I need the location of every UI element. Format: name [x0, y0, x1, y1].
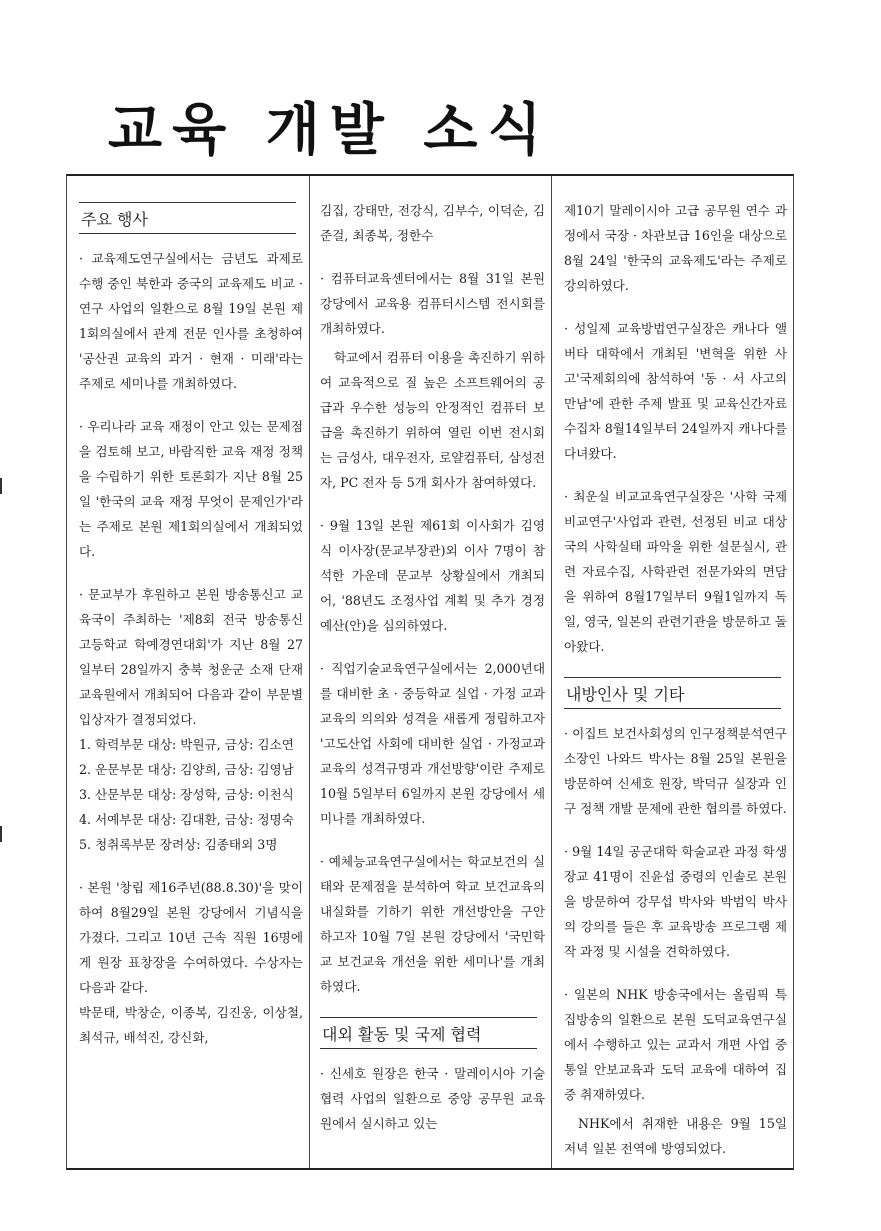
section-heading-international: 대외 활동 및 국제 협력	[320, 1017, 537, 1049]
margin-mark	[0, 826, 2, 842]
paragraph: · 이집트 보건사회성의 인구정책분석연구소장인 나와드 박사는 8월 25일 본원을 방문하여 신세호 원장, 박덕규 실장과 인구 정책 개발 문제에 관한 협의를 하였다.	[564, 726, 787, 816]
paragraph: · 9월 13일 본원 제61회 이사회가 김영식 이사장(문교부장관)외 이사 7명이 참석한 가운데 문교부 상황실에서 개최되어, '88년도 조정사업 계획 및 추가 경정 예산(안)을 심의하였다.	[320, 518, 545, 633]
paragraph: · 본원 '창립 제16주년(88.8.30)'을 맞이하여 8월29일 본원 강당에서 기념식을 가졌다. 그리고 10년 근속 직원 16명에게 원장 표창장을 수여하였다. 수상자는 다음과 같다. 박문태, 박창순, 이종복, 김진웅, 이상철, 최석규, 배석진, 강신화,	[79, 880, 303, 1045]
paragraph: 제10기 말레이시아 고급 공무원 연수 과정에서 국장 · 차관보급 16인을 대상으로 8월 24일 '한국의 교육제도'라는 주제로 강의하였다.	[564, 203, 787, 293]
article-frame	[66, 174, 794, 1170]
paragraph: NHK에서 취재한 내용은 9월 15일 저녁 일본 전역에 방영되었다.	[564, 1116, 787, 1156]
paragraph: · 일본의 NHK 방송국에서는 올림픽 특집방송의 일환으로 본원 도덕교육연구실에서 수행하고 있는 교과서 개편 사업 중 통일 안보교육과 도덕 교육에 대하여 집중 취재하였다.	[564, 987, 787, 1102]
paragraph: 김집, 강태만, 전강식, 김부수, 이덕순, 김준걸, 최종복, 정한수	[320, 203, 545, 243]
column-2	[309, 176, 551, 1168]
column-3	[551, 176, 793, 1168]
margin-mark	[0, 478, 2, 494]
section-heading-visitors: 내방인사 및 기타	[564, 677, 781, 709]
paragraph: · 9월 14일 공군대학 학술교관 과정 학생장교 41명이 진윤섭 중령의 인솔로 본원을 방문하여 강무섭 박사와 박범익 박사의 강의를 들은 후 교육방송 프로그램 제작 과정 및 시설을 견학하였다.	[564, 844, 787, 959]
column-1	[67, 176, 309, 1168]
paragraph: · 최운실 비교교육연구실장은 '사학 국제비교연구'사업과 관련, 선정된 비교 대상국의 사학실태 파악을 위한 설문실시, 관련 자료수집, 사학관련 전문가와의 면담을 위하여 8월17일부터 9월1일까지 독일, 영국, 일본의 관련기관을 방문하고 돌아왔다.	[564, 489, 787, 654]
paragraph: · 직업기술교육연구실에서는 2,000년대를 대비한 초 · 중등학교 실업 · 가정 교과 교육의 의의와 성격을 새롭게 정립하고자 '고도산업 사회에 대비한 실업 · 가정교과 교육의 성격규명과 개선방향'이란 주제로 10월 5일부터 6일까지 본원 강당에서 세미나를 개최하였다.	[320, 661, 545, 826]
paragraph: · 신세호 원장은 한국 · 말레이시아 기술 협력 사업의 일환으로 중앙 공무원 교육원에서 실시하고 있는	[320, 1066, 545, 1131]
section-heading-events: 주요 행사	[79, 202, 296, 234]
paragraph: · 예체능교육연구실에서는 학교보건의 실태와 문제점을 분석하여 학교 보건교육의 내실화를 기하기 위한 개선방안을 구안 하고자 10월 7일 본원 강당에서 '국민학교 보건교육 개선을 위한 세미나'를 개최하였다.	[320, 854, 545, 994]
paragraph: 학교에서 컴퓨터 이용을 촉진하기 위하여 교육적으로 질 높은 소프트웨어의 공급과 우수한 성능의 안정적인 컴퓨터 보급을 촉진하기 위하여 열린 이번 전시회는 금성사, 대우전자, 로얄컴퓨터, 삼성전자, PC 전자 등 5개 회사가 참여하였다.	[320, 350, 545, 490]
paragraph: · 문교부가 후원하고 본원 방송통신고 교육국이 주최하는 '제8회 전국 방송통신 고등학교 학예경연대회'가 지난 8월 27일부터 28일까지 충북 청운군 소재 단재교육원에서 개최되어 다음과 같이 부문별 입상자가 결정되었다. 1. 학력부문 대상: 박원규, 금상: 김소연 2. 운문부문 대상: 김양희, 금상: 김영남 3. 산문부문 대상: 장성학, 금상: 이천식 4. 서예부문 대상: 김대환, 금상: 정명숙 5. 청취록부문 장려상: 김종태외 3명	[79, 587, 303, 852]
paragraph: · 교육제도연구실에서는 금년도 과제로 수행 중인 북한과 중국의 교육제도 비교 · 연구 사업의 일환으로 8월 19일 본원 제1회의실에서 관계 전문 인사를 초청하여 '공산권 교육의 과거 · 현재 · 미래'라는 주제로 세미나를 개최하였다.	[79, 251, 303, 391]
page-title: 교육 개발 소식	[108, 97, 552, 163]
paragraph: · 우리나라 교육 재정이 안고 있는 문제점을 검토해 보고, 바람직한 교육 재정 정책을 수립하기 위한 토론회가 지난 8월 25일 '한국의 교육 재정 무엇이 문제인가'라는 주제로 본원 제1회의실에서 개최되었다.	[79, 419, 303, 559]
paragraph: · 컴퓨터교육센터에서는 8월 31일 본원 강당에서 교육용 컴퓨터시스템 전시회를 개최하였다.	[320, 271, 545, 336]
paragraph: · 성일제 교육방법연구실장은 캐나다 앨버타 대학에서 개최된 '변혁을 위한 사고'국제회의에 참석하여 '동 · 서 사고의 만남'에 관한 주제 발표 및 교육신간자료 수집차 8월14일부터 24일까지 캐나다를 다녀왔다.	[564, 321, 787, 461]
